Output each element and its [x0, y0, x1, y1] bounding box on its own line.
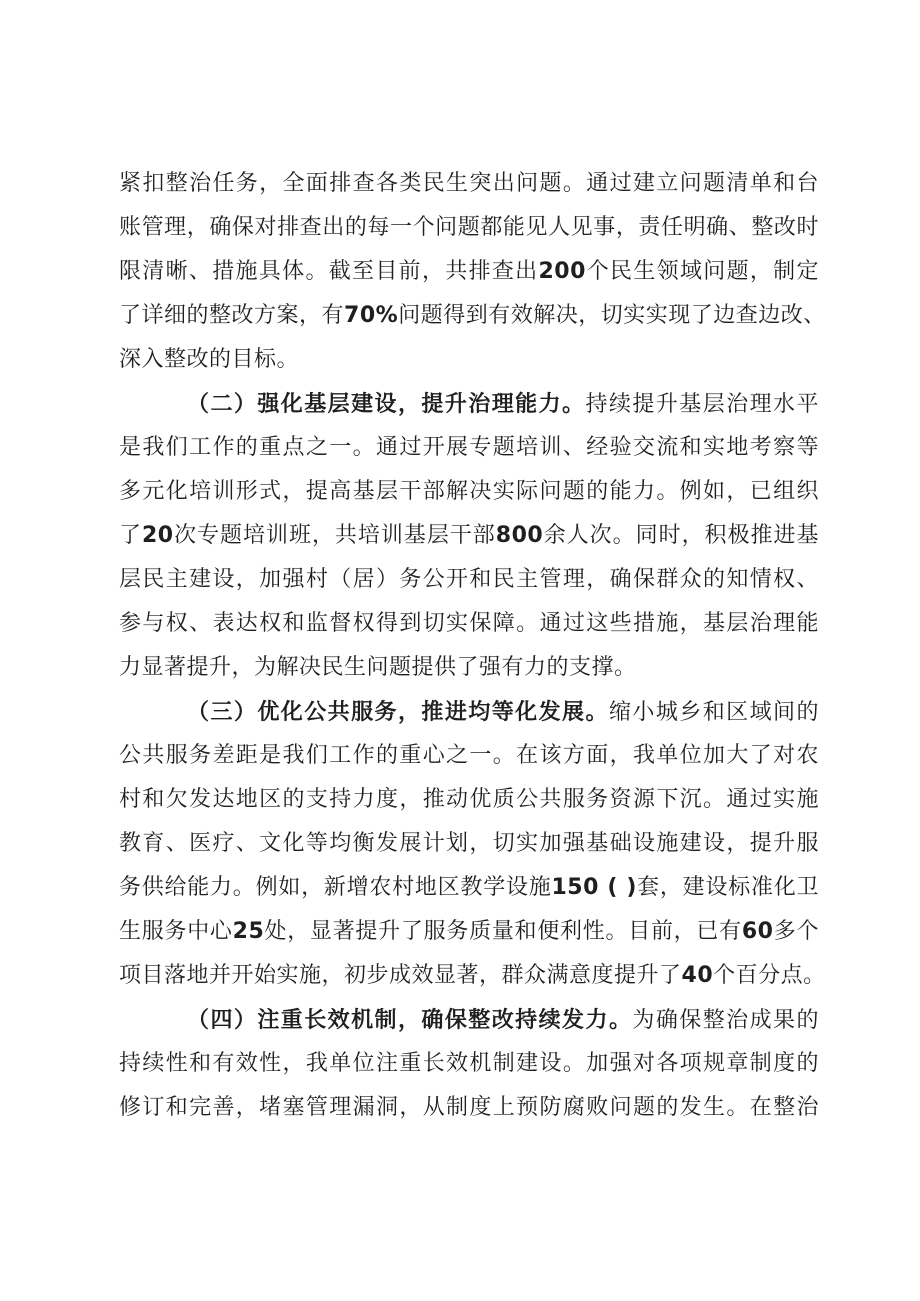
number-highlight: 70% [344, 303, 399, 328]
number-highlight: 20 [141, 523, 174, 548]
number-highlight: 800 [495, 523, 544, 548]
paragraph-line: 多元化培训形式，提高基层干部解决实际问题的能力。例如，已组织 [119, 479, 819, 504]
paragraph-line: 村和欠发达地区的支持力度，推动优质公共服务资源下沉。通过实施 [119, 787, 819, 812]
section-heading: （四）注重长效机制，确保整改持续发力。 [187, 1007, 633, 1033]
paragraph-line: 参与权、表达权和监督权得到切实保障。通过这些措施，基层治理能 [119, 611, 819, 636]
paragraph-line: 了详细的整改方案，有70%问题得到有效解决，切实实现了边查边改、 [119, 303, 826, 328]
section-heading-line: （四）注重长效机制，确保整改持续发力。为确保整治成果的 [187, 1007, 819, 1033]
section-heading: （二）强化基层建设，提升治理能力。 [187, 391, 586, 417]
number-highlight: 150 ( ) [551, 875, 637, 900]
paragraph-line: 限清晰、措施具体。截至目前，共排查出200个民生领域问题，制定 [119, 259, 819, 284]
section-heading-line: （三）优化公共服务，推进均等化发展。缩小城乡和区域间的 [187, 699, 819, 725]
section-heading: （三）优化公共服务，推进均等化发展。 [187, 699, 609, 725]
paragraph-line: 修订和完善，堵塞管理漏洞，从制度上预防腐败问题的发生。在整治 [119, 1095, 819, 1120]
paragraph-line: 账管理，确保对排查出的每一个问题都能见人见事，责任明确、整改时 [119, 215, 819, 240]
number-highlight: 25 [232, 919, 265, 944]
paragraph-line: 持续性和有效性，我单位注重长效机制建设。加强对各项规章制度的 [119, 1051, 819, 1076]
number-highlight: 60 [741, 919, 774, 944]
number-highlight: 200 [538, 259, 586, 284]
paragraph-line: 项目落地并开始实施，初步成效显著，群众满意度提升了40个百分点。 [119, 963, 826, 988]
paragraph-line: 力显著提升，为解决民生问题提供了强有力的支撑。 [119, 655, 637, 680]
section-heading-line: （二）强化基层建设，提升治理能力。持续提升基层治理水平 [187, 391, 819, 417]
paragraph-line: 紧扣整治任务，全面排查各类民生突出问题。通过建立问题清单和台 [119, 171, 819, 196]
paragraph-line: 务供给能力。例如，新增农村地区教学设施150 ( )套，建设标准化卫 [119, 875, 819, 900]
paragraph-line: 公共服务差距是我们工作的重心之一。在该方面，我单位加大了对农 [119, 743, 819, 768]
number-highlight: 40 [681, 963, 714, 988]
paragraph-line: 层民主建设，加强村（居）务公开和民主管理，确保群众的知情权、 [119, 567, 819, 592]
paragraph-line: 深入整改的目标。 [119, 347, 300, 372]
paragraph-line: 生服务中心25处，显著提升了服务质量和便利性。目前，已有60多个 [119, 919, 819, 944]
paragraph-line: 是我们工作的重点之一。通过开展专题培训、经验交流和实地考察等 [119, 435, 819, 460]
paragraph-line: 教育、医疗、文化等均衡发展计划，切实加强基础设施建设，提升服 [119, 831, 819, 856]
paragraph-line: 了20次专题培训班，共培训基层干部800余人次。同时，积极推进基 [119, 523, 819, 548]
